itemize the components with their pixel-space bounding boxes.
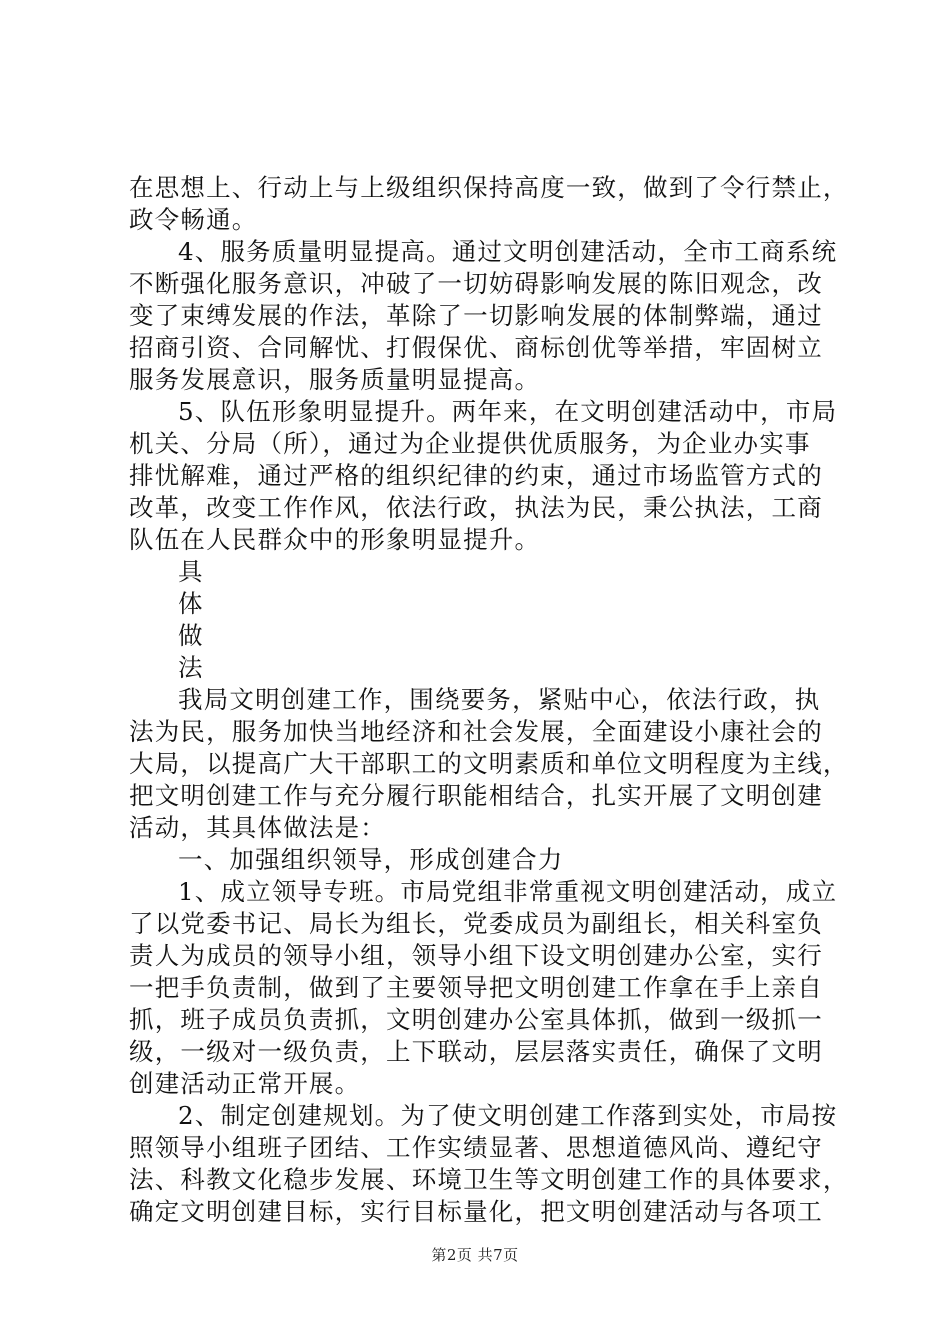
paragraph-line: 我局文明创建工作，围绕要务，紧贴中心，依法行政，执	[178, 685, 821, 714]
paragraph-line: 排忧解难，通过严格的组织纪律的约束，通过市场监管方式的	[129, 461, 823, 490]
paragraph-line: 服务发展意识，服务质量明显提高。	[129, 365, 541, 394]
paragraph-line: 2、制定创建规划。为了使文明创建工作落到实处，市局按	[178, 1101, 838, 1130]
paragraph-line: 改革，改变工作作风，依法行政，执法为民，秉公执法，工商	[129, 493, 823, 522]
paragraph-line: 机关、分局（所），通过为企业提供优质服务，为企业办实事	[129, 429, 811, 458]
paragraph-line: 法、科教文化稳步发展、环境卫生等文明创建工作的具体要求，	[129, 1165, 849, 1194]
paragraph-line: 大局，以提高广大干部职工的文明素质和单位文明程度为主线，	[129, 749, 849, 778]
page-number-footer: 第2页 共7页	[431, 1246, 519, 1264]
paragraph-line: 政令畅通。	[129, 205, 258, 234]
paragraph-line: 责人为成员的领导小组，领导小组下设文明创建办公室，实行	[129, 941, 823, 970]
paragraph-line: 法为民，服务加快当地经济和社会发展，全面建设小康社会的	[129, 717, 823, 746]
paragraph-line: 把文明创建工作与充分履行职能相结合，扎实开展了文明创建	[129, 781, 823, 810]
paragraph-line: 在思想上、行动上与上级组织保持高度一致，做到了令行禁止，	[129, 173, 849, 202]
paragraph-line: 队伍在人民群众中的形象明显提升。	[129, 525, 541, 554]
paragraph-line: 招商引资、合同解忧、打假保优、商标创优等举措，牢固树立	[129, 333, 823, 362]
paragraph-line: 照领导小组班子团结、工作实绩显著、思想道德风尚、遵纪守	[129, 1133, 823, 1162]
paragraph-line: 4、服务质量明显提高。通过文明创建活动，全市工商系统	[178, 237, 838, 266]
paragraph-line: 级，一级对一级负责，上下联动，层层落实责任，确保了文明	[129, 1037, 823, 1066]
paragraph-line: 变了束缚发展的作法，革除了一切影响发展的体制弊端，通过	[129, 301, 823, 330]
paragraph-line: 抓，班子成员负责抓，文明创建办公室具体抓，做到一级抓一	[129, 1005, 823, 1034]
paragraph-line: 不断强化服务意识，冲破了一切妨碍影响发展的陈旧观念，改	[129, 269, 823, 298]
paragraph-line: 一把手负责制，做到了主要领导把文明创建工作拿在手上亲自	[129, 973, 823, 1002]
paragraph-line: 5、队伍形象明显提升。两年来，在文明创建活动中，市局	[178, 397, 838, 426]
section-heading-char: 具	[178, 557, 204, 586]
paragraph-line: 活动，其具体做法是：	[129, 813, 386, 842]
paragraph-line: 1、成立领导专班。市局党组非常重视文明创建活动，成立	[178, 877, 838, 906]
paragraph-line: 了以党委书记、局长为组长，党委成员为副组长，相关科室负	[129, 909, 823, 938]
paragraph-line: 确定文明创建目标，实行目标量化，把文明创建活动与各项工	[129, 1197, 823, 1226]
section-heading-char: 法	[178, 653, 204, 682]
section-heading-char: 体	[178, 589, 204, 618]
subheading-line: 一、加强组织领导，形成创建合力	[178, 845, 564, 874]
paragraph-line: 创建活动正常开展。	[129, 1069, 361, 1098]
section-heading-char: 做	[178, 621, 204, 650]
